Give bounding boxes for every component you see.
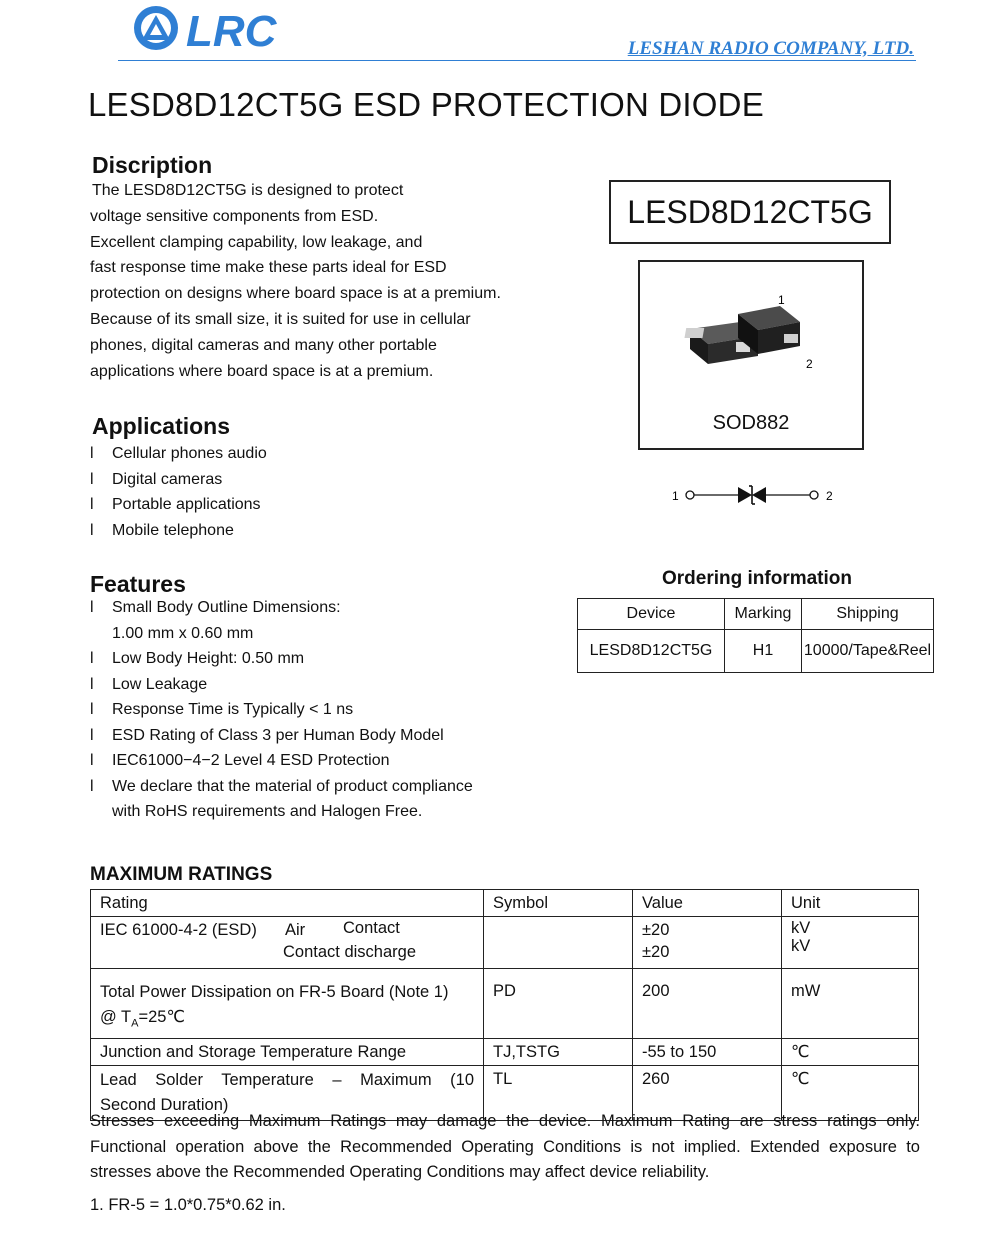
cell-value: -55 to 150 xyxy=(633,1039,782,1066)
list-item: l Response Time is Typically < 1 ns xyxy=(90,701,354,718)
applications-heading: Applications xyxy=(92,413,231,439)
list-item: l Cellular phones audio xyxy=(90,445,267,462)
features-heading: Features xyxy=(90,571,186,597)
cell-shipping: 10000/Tape&Reel xyxy=(802,630,934,673)
table-row xyxy=(91,917,919,969)
cell-unit: kV kV xyxy=(782,917,919,969)
cell-symbol: PD xyxy=(484,969,633,1039)
list-item: l Low Body Height: 0.50 mm xyxy=(90,650,305,667)
list-item: l Low Leakage xyxy=(90,675,208,693)
applications-list xyxy=(90,441,267,543)
ordering-table xyxy=(577,598,934,673)
header-symbol: Symbol xyxy=(484,890,633,917)
cell-unit: mW xyxy=(782,969,919,1039)
cell-unit: ℃ xyxy=(782,1066,919,1121)
description-line: protection on designs where board space is at a premium. xyxy=(90,285,501,303)
table-row xyxy=(91,969,919,1039)
schematic-pin2-label: 2 xyxy=(826,489,833,503)
package-box xyxy=(638,260,864,450)
cell-symbol: TL xyxy=(484,1066,633,1121)
cell-symbol xyxy=(484,917,633,969)
cell-rating: Lead Solder Temperature – Maximum (10 Second Duration) xyxy=(91,1066,484,1121)
description-body xyxy=(90,178,501,384)
list-item: l We declare that the material of product compliance with RoHS requirements and Halogen Free. xyxy=(90,777,473,820)
cell-value: 200 xyxy=(633,969,782,1039)
part-number-box: LESD8D12CT5G xyxy=(609,180,891,244)
table-header-row xyxy=(91,890,919,917)
description-line: Excellent clamping capability, low leakage, and xyxy=(90,233,423,251)
stress-note: Stresses exceeding Maximum Ratings may damage the device. Maximum Rating are stress ratings only. Functional operation above the Recommended Operating Conditions is not implied. Extended exposure to stresses above the Recommended Operating Conditions may affect device reliability. xyxy=(90,1112,920,1181)
tvs-diode-symbol-icon xyxy=(668,480,848,510)
table-row xyxy=(578,630,934,673)
table-row xyxy=(91,1039,919,1066)
lrc-logo xyxy=(130,2,300,54)
list-item: l Mobile telephone xyxy=(90,521,234,539)
pin2-label: 2 xyxy=(806,357,813,371)
cell-value: 260 xyxy=(633,1066,782,1121)
description-line: voltage sensitive components from ESD. xyxy=(90,207,379,225)
header-rule xyxy=(118,60,916,61)
header-marking: Marking xyxy=(725,599,802,630)
description-line: Because of its small size, it is suited for use in cellular xyxy=(90,310,471,328)
list-item: l IEC61000−4−2 Level 4 ESD Protection xyxy=(90,752,390,769)
package-label: SOD882 xyxy=(712,412,790,434)
header-unit: Unit xyxy=(782,890,919,917)
table-header-row xyxy=(578,599,934,630)
max-ratings-table xyxy=(90,889,919,1121)
header-shipping: Shipping xyxy=(802,599,934,630)
header-device: Device xyxy=(578,599,725,630)
ordering-title: Ordering information xyxy=(662,568,852,589)
description-line: The LESD8D12CT5G is designed to protect xyxy=(92,182,404,199)
description-line: applications where board space is at a premium. xyxy=(90,362,434,380)
page-title: LESD8D12CT5G ESD PROTECTION DIODE xyxy=(88,86,764,123)
list-item: l Digital cameras xyxy=(90,470,223,488)
footnote: 1. FR-5 = 1.0*0.75*0.62 in. xyxy=(90,1196,286,1214)
max-ratings-title: MAXIMUM RATINGS xyxy=(90,864,273,885)
list-item: l Portable applications xyxy=(90,496,261,513)
cell-unit: ℃ xyxy=(782,1039,919,1066)
list-item: l Small Body Outline Dimensions: 1.00 mm x 0.60 mm xyxy=(90,599,341,642)
cell-rating: Total Power Dissipation on FR-5 Board (Note 1) @ $T_A=25℃$ xyxy=(91,969,484,1039)
features-list xyxy=(90,595,473,825)
cell-symbol: TJ,TSTG xyxy=(484,1039,633,1066)
cell-value: ±20 ±20 xyxy=(633,917,782,969)
header-rating: Rating xyxy=(91,890,484,917)
list-item: l ESD Rating of Class 3 per Human Body Model xyxy=(90,726,444,744)
cell-marking: H1 xyxy=(725,630,802,673)
cell-device: LESD8D12CT5G xyxy=(578,630,725,673)
company-name: LESHAN RADIO COMPANY, LTD. xyxy=(627,38,914,59)
header-value: Value xyxy=(633,890,782,917)
schematic-pin1-label: 1 xyxy=(672,489,679,503)
description-line: phones, digital cameras and many other portable xyxy=(90,336,437,354)
cell-rating: IEC 61000-4-2 (ESD) Air Contact Contact discharge xyxy=(91,917,484,969)
package-icon xyxy=(680,284,830,394)
description-heading: Discription xyxy=(92,152,213,178)
pin1-label: 1 xyxy=(778,293,785,307)
description-line: fast response time make these parts ideal for ESD xyxy=(90,259,447,277)
logo-text: LRC xyxy=(186,7,277,54)
lrc-emblem-icon xyxy=(134,6,178,50)
cell-rating: Junction and Storage Temperature Range xyxy=(91,1039,484,1066)
